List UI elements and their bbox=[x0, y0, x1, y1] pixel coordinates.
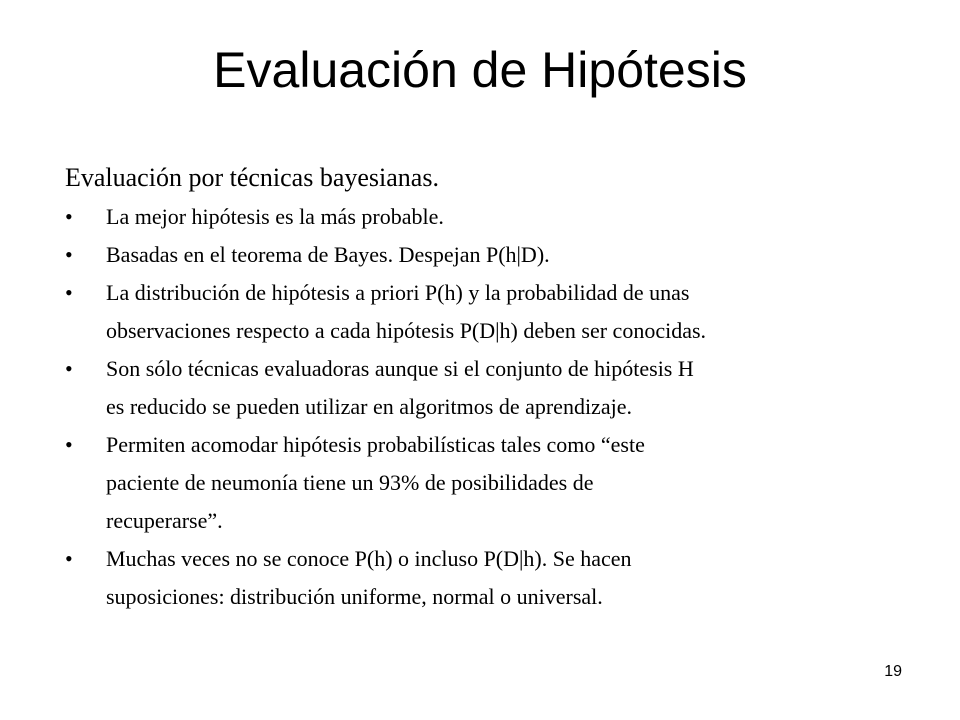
bullet-line: Permiten acomodar hipótesis probabilísticas tales como “este bbox=[106, 432, 645, 457]
bullet-marker: • bbox=[65, 280, 73, 305]
slide-title: Evaluación de Hipótesis bbox=[213, 42, 747, 98]
bullet-line: suposiciones: distribución uniforme, normal o universal. bbox=[106, 584, 603, 609]
bullet-line: recuperarse”. bbox=[106, 508, 223, 533]
bullet-list bbox=[65, 198, 925, 616]
slide-subtitle: Evaluación por técnicas bayesianas. bbox=[65, 163, 439, 192]
bullet-line: La distribución de hipótesis a priori P(h) y la probabilidad de unas bbox=[106, 280, 690, 305]
bullet-item bbox=[65, 198, 925, 236]
bullet-line: paciente de neumonía tiene un 93% de posibilidades de bbox=[106, 470, 594, 495]
bullet-line: La mejor hipótesis es la más probable. bbox=[106, 204, 444, 229]
bullet-marker: • bbox=[65, 356, 73, 381]
bullet-item bbox=[65, 540, 925, 616]
bullet-item bbox=[65, 350, 925, 426]
bullet-item bbox=[65, 426, 925, 540]
bullet-line: es reducido se pueden utilizar en algoritmos de aprendizaje. bbox=[106, 394, 632, 419]
bullet-item bbox=[65, 274, 925, 350]
page-number: 19 bbox=[884, 663, 902, 680]
bullet-line: Basadas en el teorema de Bayes. Despejan P(h|D). bbox=[106, 242, 550, 267]
bullet-line: Muchas veces no se conoce P(h) o incluso P(D|h). Se hacen bbox=[106, 546, 632, 571]
bullet-marker: • bbox=[65, 546, 73, 571]
bullet-line: observaciones respecto a cada hipótesis P(D|h) deben ser conocidas. bbox=[106, 318, 707, 343]
bullet-marker: • bbox=[65, 432, 73, 457]
bullet-item bbox=[65, 236, 925, 274]
bullet-marker: • bbox=[65, 242, 73, 267]
bullet-line: Son sólo técnicas evaluadoras aunque si el conjunto de hipótesis H bbox=[106, 356, 694, 381]
bullet-marker: • bbox=[65, 204, 73, 229]
